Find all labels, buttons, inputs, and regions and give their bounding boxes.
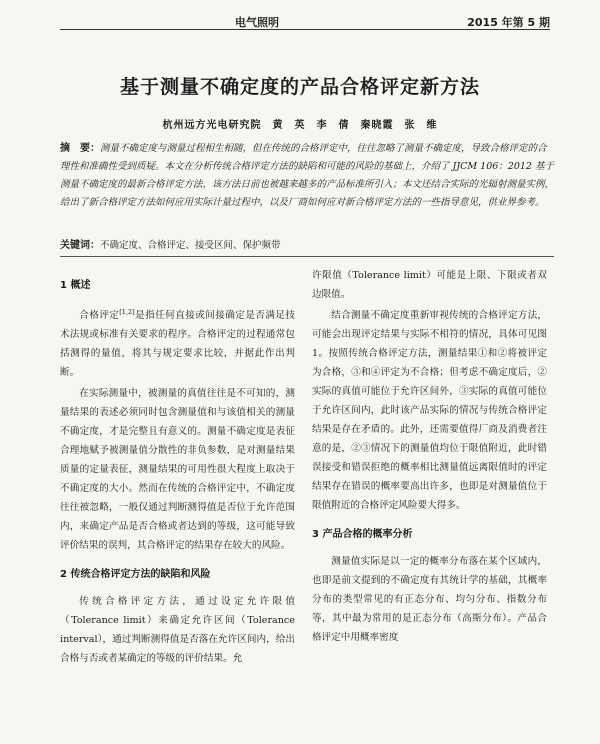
paragraph: 测量值实际是以一定的概率分布落在某个区域内，也即是前文提到的不确定度有其统计学的基础，其概率分布的类型常见的有正态分布、均匀分布、指数分布等，其中最为常用的是正态分布（高斯分布）。产品合格评定中用概率密度 [312,556,547,643]
keywords-text: 不确定度、合格评定、接受区间、保护频带 [100,240,281,251]
section-1-heading: 1 概述 [60,280,91,291]
journal-name: 电气照明 [235,16,279,29]
paragraph-text: 合格评定 [79,310,120,322]
paragraph [60,303,295,382]
abstract [60,140,554,212]
paper-title: 基于测量不确定度的产品合格评定新方法 [119,76,480,98]
left-column [60,266,295,670]
keywords-label: 关键词： [60,240,100,251]
section-3-heading: 3 产品合格的概率分析 [312,529,413,540]
right-column [312,266,547,649]
paragraph: 许限值（Tolerance limit）可能是上限、下限或者双边限值。 [312,270,547,300]
abstract-text: 测量不确定度与测量过程相生相随，但在传统的合格评定中，往往忽略了测量不确定度，导致合格评定的合理性和准确性受到质疑。本文在分析传统合格评定方法的缺陷和可能的风险的基础上，介绍了 JJCM 106：2012 基于测量不确定度的最新合格评定方法，该方法日前也被越来越多的产品标准所引入；本文还结合实际的光辐射测量实例，给出了新合格评定方法如何应用实际计量过程中，以及厂商如何应对新合格评定方法的一些指导意见，供业界参考。 [60,143,555,208]
divider [60,256,554,257]
running-header [60,14,550,30]
paragraph-text: 是指任何直接或间接确定是否满足技术法规或标准有关要求的程序。合格评定的过程通常包括测得的量值，将其与规定要求比较，并据此作出判断。 [60,310,295,379]
section-2-heading: 2 传统合格评定方法的缺陷和风险 [60,569,211,581]
citation: [1,2] [119,308,135,316]
issue-number: 2015 年第 5 期 [467,16,550,29]
paragraph: 结合测量不确定度重新审视传统的合格评定方法，可能会出现评定结果与实际不相符的情况，具体可见图 1。按照传统合格评定方法，测量结果①和②将被评定为合格，③和④评定为不合格；但考虑不确定度后，②实际的真值可能位于允许区间外，③实际的真值可能位于允许区间内，此时该产品实际的情况与传统合格评定结果是存在矛盾的。此外，还需要值得厂商及消费者注意的是，②③情况下的测量值均位于限值附近，此时错误接受和错误拒绝的概率相比测量值远离限值时的评定结果存在错误的概率要高出许多，也即是对测量值位于限值附近的合格评定风险要大得多。 [312,310,547,511]
paper-authors: 杭州远方光电研究院 黄 英 李 倩 秦晓霞 张 维 [162,120,438,131]
keywords [60,236,554,251]
paragraph: 在实际测量中，被测量的真值往往是不可知的，测量结果的表述必须同时包含测量值和与该值相关的测量不确定度，才是完整且有意义的。测量不确定度是表征合理地赋予被测量值分散性的非负参数，是对测量结果质量的定量表征，测量结果的可用性很大程度上取决于不确定度的大小。然而在传统的合格评定中，不确定度往往被忽略，一般仅通过判断测得值是否位于允许范围内，来确定产品是否合格或者达到的等级，这可能导致评价结果的误判，其合格评定的结果存在较大的风险。 [60,388,295,552]
abstract-label: 摘 要： [60,143,100,154]
paragraph: 传统合格评定方法，通过设定允许限值（Tolerance limit）来确定允许区间（Tolerance interval），通过判断测得值是否落在允许区间内，给出合格与否或者某确定的等级的评价结果。允 [60,596,295,665]
